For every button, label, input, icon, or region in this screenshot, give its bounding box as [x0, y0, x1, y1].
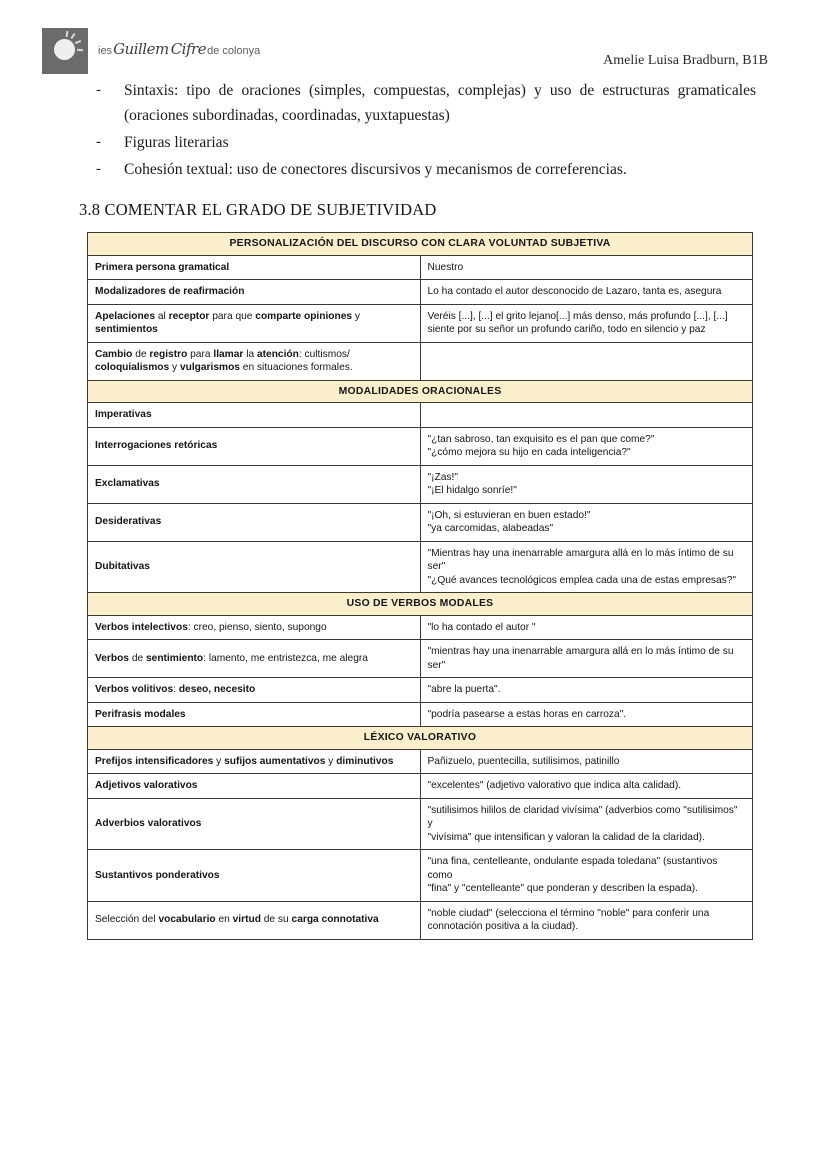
table-row: [88, 403, 753, 428]
table-cell-example: [420, 541, 753, 593]
table-cell-example: [420, 503, 753, 541]
bullet-dash-icon: -: [96, 82, 101, 98]
category-text-segment: al: [155, 310, 169, 322]
table-cell-example: "lo ha contado el autor ": [420, 615, 753, 640]
table-cell-category: Exclamativas: [88, 465, 421, 503]
category-text-segment: y: [213, 755, 225, 767]
category-text-segment: sentimiento: [145, 652, 204, 664]
table-section-header-row: [88, 727, 753, 750]
example-line: "ya carcomidas, alabeadas": [427, 523, 554, 534]
table-row: [88, 427, 753, 465]
category-text-segment: Selección del: [95, 914, 159, 926]
example-line: "una fina, centelleante, ondulante espada toledana" (sustantivos como: [427, 856, 718, 881]
table-cell-category: [88, 901, 421, 939]
document-header: [42, 26, 768, 80]
category-text-segment: en: [215, 914, 233, 926]
category-text-segment: Apelaciones: [95, 310, 156, 322]
brand-suffix: de colonya: [207, 45, 261, 57]
category-text-segment: la: [243, 348, 257, 360]
category-text-segment: carga connotativa: [291, 914, 379, 926]
table-row: [88, 615, 753, 640]
table-cell-example: [420, 342, 753, 380]
table-row: [88, 798, 753, 850]
category-text-segment: : creo, pienso, siento, supongo: [187, 621, 327, 633]
category-text-segment: para que: [209, 310, 256, 322]
list-item: [96, 78, 756, 128]
table-row: [88, 280, 753, 305]
example-line: "¿tan sabroso, tan exquisito es el pan que come?": [427, 433, 655, 445]
category-text-segment: y: [352, 310, 361, 322]
brand-script-guillem: Guillem: [113, 40, 169, 58]
example-line: "noble ciudad" (selecciona el término "noble" para conferir una: [427, 907, 710, 919]
table-cell-example: [420, 465, 753, 503]
table-row: [88, 774, 753, 799]
table-row: [88, 304, 753, 342]
category-text-segment: en situaciones formales.: [239, 362, 353, 373]
table-cell-example: "mientras hay una inenarrable amargura allá en lo más íntimo de su ser": [420, 640, 753, 678]
table-cell-category: Perifrasis modales: [88, 702, 421, 727]
category-text-segment: y: [169, 362, 180, 373]
table-cell-example: [420, 798, 753, 850]
category-text-segment: Verbos: [95, 652, 129, 664]
table-cell-example: "podría pasearse a estas horas en carroza".: [420, 702, 753, 727]
category-text-segment: receptor: [168, 310, 210, 322]
category-text-segment: sufijos aumentativos: [224, 755, 326, 767]
brand-prefix: ies: [98, 45, 113, 57]
category-text-segment: Verbos volitivos: [95, 684, 174, 695]
section-band-label: USO DE VERBOS MODALES: [88, 593, 753, 616]
table-cell-category: [88, 342, 421, 380]
table-cell-category: Adverbios valorativos: [88, 798, 421, 850]
table-cell-example: Lo ha contado el autor desconocido de Lazaro, tanta es, asegura: [420, 280, 753, 305]
table-cell-example: [420, 427, 753, 465]
example-line: connotación positiva a la ciudad).: [427, 921, 579, 932]
table-cell-category: [88, 640, 421, 678]
table-cell-example: Pañizuelo, puentecilla, sutilisimos, patinillo: [420, 749, 753, 774]
category-text-segment: : lamento, me entristezca, me alegra: [203, 652, 368, 664]
intro-bullet-list: [96, 78, 756, 184]
table-cell-category: [88, 304, 421, 342]
category-text-segment: virtud: [232, 914, 261, 926]
category-text-segment: para: [187, 348, 214, 360]
table-cell-example: "excelentes" (adjetivo valorativo que indica alta calidad).: [420, 774, 753, 799]
category-text-segment: atención: [256, 348, 299, 360]
table-cell-example: "abre la puerta".: [420, 678, 753, 703]
example-line: "¡Oh, si estuvieran en buen estado!": [427, 509, 591, 521]
section-band-label: LÉXICO VALORATIVO: [88, 727, 753, 750]
list-item-label: Figuras literarias: [124, 134, 229, 151]
sun-ray-shape: [65, 31, 68, 37]
table-section-header-row: [88, 593, 753, 616]
table-cell-category: [88, 749, 421, 774]
table-cell-category: Dubitativas: [88, 541, 421, 593]
category-text-segment: vocabulario: [158, 914, 216, 926]
table-row: [88, 541, 753, 593]
bullet-dash-icon: -: [96, 134, 101, 150]
category-text-segment: vulgarismos: [179, 362, 240, 373]
category-text-segment: sentimientos: [95, 324, 158, 335]
table-section-header-row: [88, 233, 753, 256]
table-cell-category: [88, 615, 421, 640]
sun-core-shape: [54, 39, 75, 60]
table-row: [88, 465, 753, 503]
category-text-segment: registro: [149, 348, 188, 360]
category-text-segment: y: [325, 755, 337, 767]
table-row: [88, 749, 753, 774]
category-text-segment: Prefijos intensificadores: [95, 755, 214, 767]
table-cell-category: [88, 678, 421, 703]
table-row: [88, 702, 753, 727]
table-row: [88, 255, 753, 280]
table-cell-category: Adjetivos valorativos: [88, 774, 421, 799]
school-brand: [98, 40, 260, 58]
example-line: "Mientras hay una inenarrable amargura allá en lo más íntimo de su ser": [427, 547, 734, 572]
sun-ray-shape: [75, 40, 81, 44]
table-cell-category: Sustantivos ponderativos: [88, 850, 421, 902]
table-section-header-row: [88, 380, 753, 403]
sun-ray-shape: [70, 33, 75, 39]
table-cell-category: Imperativas: [88, 403, 421, 428]
example-line: "¿Qué avances tecnológicos emplea cada una de estas empresas?": [427, 574, 737, 586]
list-item: [96, 157, 756, 182]
category-text-segment: diminutivos: [336, 755, 394, 767]
example-line: "vivísima" que intensifican y valoran la calidad de la claridad).: [427, 831, 705, 843]
category-text-segment: coloquialismos: [95, 362, 170, 373]
table-row: [88, 640, 753, 678]
example-line: "¿cómo mejora su hijo en cada inteligencia?": [427, 447, 631, 458]
category-text-segment: de: [132, 348, 150, 360]
table-row: [88, 850, 753, 902]
bullet-dash-icon: -: [96, 161, 101, 177]
table-cell-category: Modalizadores de reafirmación: [88, 280, 421, 305]
category-text-segment: :: [173, 684, 179, 695]
category-text-segment: llamar: [213, 348, 244, 360]
section-band-label: PERSONALIZACIÓN DEL DISCURSO CON CLARA VOLUNTAD SUBJETIVA: [88, 233, 753, 256]
table-cell-category: Interrogaciones retóricas: [88, 427, 421, 465]
table-cell-example: [420, 403, 753, 428]
table-row: [88, 901, 753, 939]
category-text-segment: de: [128, 652, 146, 664]
student-name: Amelie Luisa Bradburn, B1B: [603, 53, 768, 68]
list-item-label: Cohesión textual: uso de conectores discursivos y mecanismos de correferencias.: [124, 161, 627, 178]
table-cell-example: [420, 850, 753, 902]
example-line: "sutilisimos hililos de claridad vivísima" (adverbios como "sutilisimos" y: [427, 804, 738, 829]
list-item-label: Sintaxis: tipo de oraciones (simples, compuestas, complejas) y uso de estructuras gramaticales (oraciones subordinadas, coordinadas, yuxtapuestas): [124, 82, 756, 124]
table-cell-example: [420, 901, 753, 939]
table-cell-category: Primera persona gramatical: [88, 255, 421, 280]
list-item: [96, 130, 756, 155]
table-row: [88, 503, 753, 541]
example-line: "fina" y "centelleante" que ponderan y describen la espada).: [427, 883, 698, 894]
sun-logo-icon: [42, 28, 88, 74]
category-text-segment: Cambio: [95, 348, 133, 360]
category-text-segment: comparte opiniones: [255, 310, 353, 322]
table-cell-example: Nuestro: [420, 255, 753, 280]
sun-ray-shape: [77, 49, 83, 52]
example-line: "¡Zas!": [427, 471, 458, 483]
category-text-segment: Verbos intelectivos: [95, 621, 188, 633]
table-cell-category: Desiderativas: [88, 503, 421, 541]
example-line: "¡El hidalgo sonríe!": [427, 485, 517, 496]
brand-script-cifre: Cifre: [170, 40, 207, 58]
section-band-label: MODALIDADES ORACIONALES: [88, 380, 753, 403]
table-row: [88, 678, 753, 703]
table-cell-example: Veréis [...], [...] el grito lejano[...] más denso, más profundo [...], [...] siente por su señor un profundo cariño, todo en silencio y paz: [420, 304, 753, 342]
category-text-segment: de su: [260, 914, 292, 926]
category-text-segment: deseo, necesito: [178, 684, 256, 695]
table-row: [88, 342, 753, 380]
category-text-segment: : cultismos/: [298, 348, 350, 360]
subjectivity-table: [87, 232, 753, 940]
page-title: 3.8 COMENTAR EL GRADO DE SUBJETIVIDAD: [79, 200, 437, 219]
